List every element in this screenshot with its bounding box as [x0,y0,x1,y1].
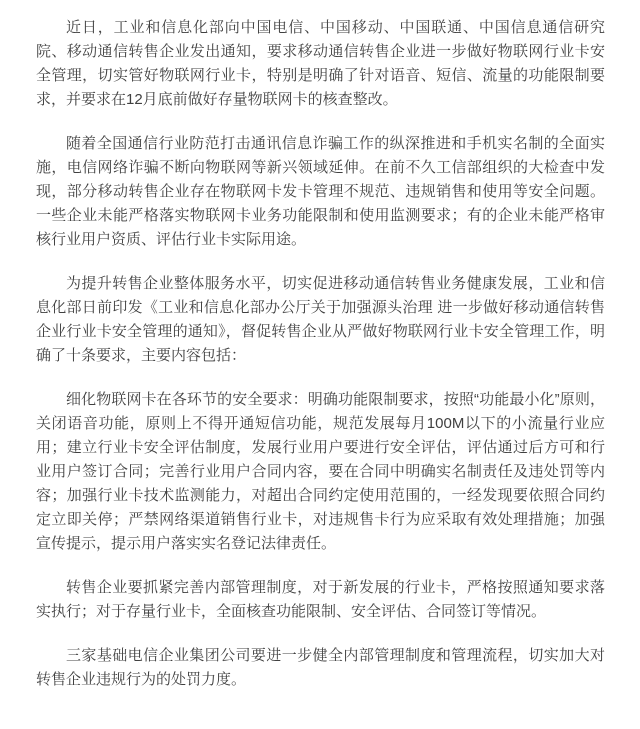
paragraph-security-requirements: 细化物联网卡在各环节的安全要求：明确功能限制要求，按照“功能最小化”原则，关闭语音功能，原则上不得开通短信功能，规范发展每月100M以下的小流量行业应用；建立行业卡安全评估制度，发展行业用户要进行安全评估，评估通过后方可和行业用户签订合同；完善行业用户合同内容，要在合同中明确实名制责任及违处罚等内容；加强行业卡技术监测能力，对超出合同约定使用范围的，一经发现要依照合同约定立即关停；严禁网络渠道销售行业卡，对违规售卡行为应采取有效处理措施；加强宣传提示，提示用户落实实名登记法律责任。 [36,391,605,552]
paragraph-reseller-obligations: 转售企业要抓紧完善内部管理制度，对于新发展的行业卡，严格按照通知要求落实执行；对于存量行业卡，全面核查功能限制、安全评估、合同签订等情况。 [36,579,605,620]
paragraph-fraud-background: 随着全国通信行业防范打击通讯信息诈骗工作的纵深推进和手机实名制的全面实施，电信网络诈骗不断向物联网等新兴领域延伸。在前不久工信部组织的大检查中发现，部分移动转售企业存在物联网卡发卡管理不规范、违规销售和使用等安全问题。一些企业未能严格落实物联网卡业务功能限制和使用监测要求；有的企业未能严格审核行业用户资质、评估行业卡实际用途。 [36,135,605,248]
paragraph-carrier-obligations: 三家基础电信企业集团公司要进一步健全内部管理制度和管理流程，切实加大对转售企业违规行为的处罚力度。 [36,647,605,688]
paragraph-policy-issued: 为提升转售企业整体服务水平，切实促进移动通信转售业务健康发展，工业和信息化部日前印发《工业和信息化部办公厅关于加强源头治理 进一步做好移动通信转售企业行业卡安全管理的通知》，督促转售企业从严做好物联网行业卡安全管理工作，明确了十条要求，主要内容包括： [36,275,605,364]
paragraph-intro-notice: 近日，工业和信息化部向中国电信、中国移动、中国联通、中国信息通信研究院、移动通信转售企业发出通知，要求移动通信转售企业进一步做好物联网行业卡安全管理，切实管好物联网行业卡，特别是明确了针对语音、短信、流量的功能限制要求，并要求在12月底前做好存量物联网卡的核查整改。 [36,19,605,108]
